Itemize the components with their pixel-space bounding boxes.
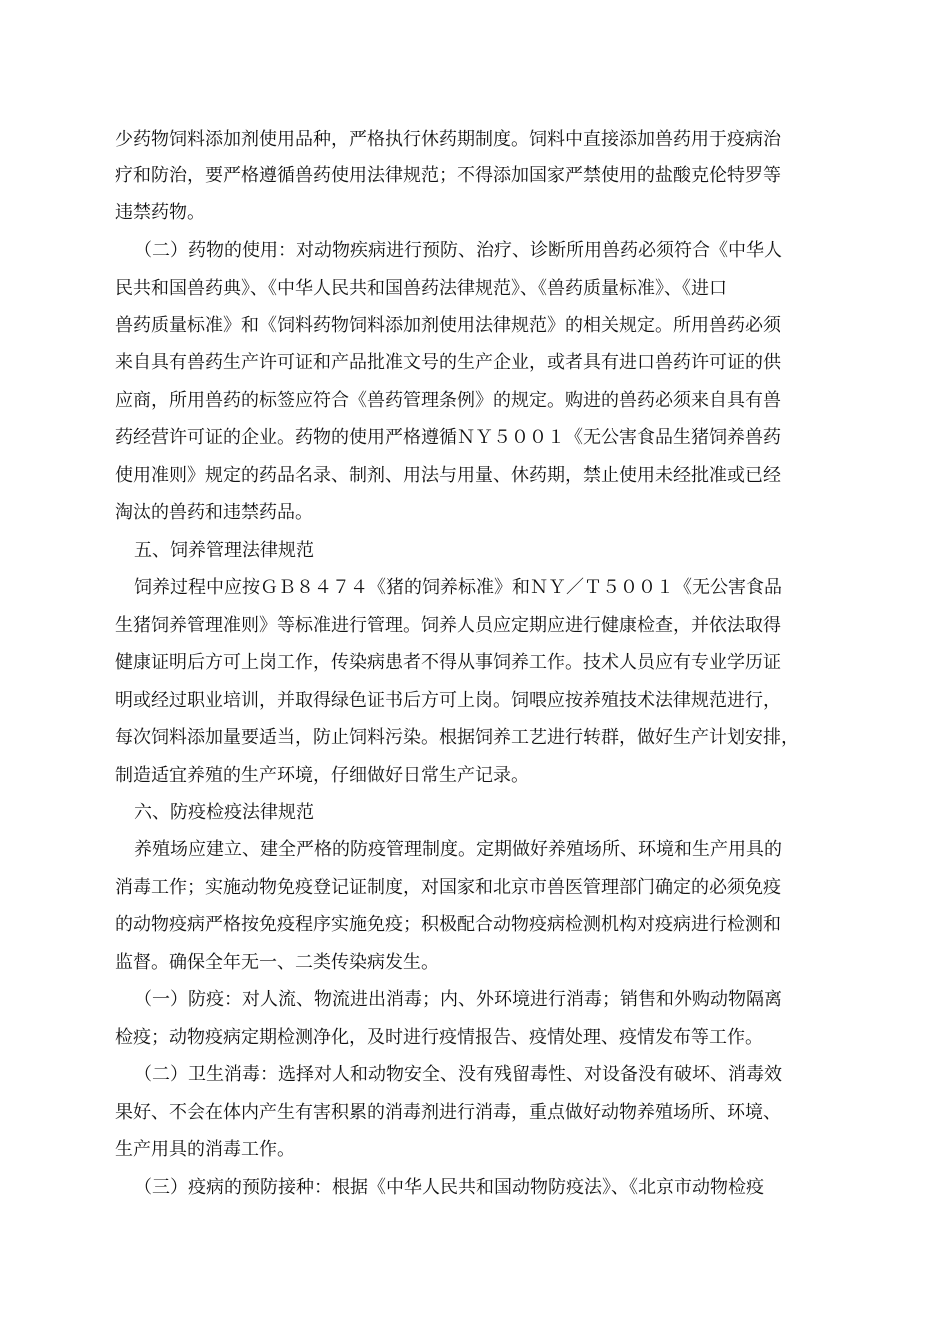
text-line: 监督。确保全年无一、二类传染病发生。 — [115, 952, 439, 973]
text-line: 消毒工作；实施动物免疫登记证制度，对国家和北京市兽医管理部门确定的必须免疫 — [115, 877, 781, 898]
text-line: 淘汰的兽药和违禁药品。 — [115, 502, 313, 523]
text-line: （三）疫病的预防接种：根据《中华人民共和国动物防疫法》、《北京市动物检疫 — [134, 1177, 764, 1198]
text-line: 果好、不会在体内产生有害积累的消毒剂进行消毒，重点做好动物养殖场所、环境、 — [115, 1102, 781, 1123]
text-line: 来自具有兽药生产许可证和产品批准文号的生产企业，或者具有进口兽药许可证的供 — [115, 352, 781, 373]
text-line: 的动物疫病严格按免疫程序实施免疫；积极配合动物疫病检测机构对疫病进行检测和 — [115, 914, 781, 935]
text-line: 应商，所用兽药的标签应符合《兽药管理条例》的规定。购进的兽药必须来自具有兽 — [115, 390, 781, 411]
text-line: 养殖场应建立、建全严格的防疫管理制度。定期做好养殖场所、环境和生产用具的 — [134, 839, 782, 860]
text-line: （二）药物的使用：对动物疾病进行预防、治疗、诊断所用兽药必须符合《中华人 — [134, 240, 782, 261]
text-line: 生猪饲养管理准则》等标准进行管理。饲养人员应定期应进行健康检查，并依法取得 — [115, 615, 781, 636]
text-line: 明或经过职业培训，并取得绿色证书后方可上岗。饲喂应按养殖技术法律规范进行， — [115, 690, 781, 711]
text-line: 检疫；动物疫病定期检测净化，及时进行疫情报告、疫情处理、疫情发布等工作。 — [115, 1027, 763, 1048]
text-line: 健康证明后方可上岗工作，传染病患者不得从事饲养工作。技术人员应有专业学历证 — [115, 652, 781, 673]
text-line: 民共和国兽药典》、《中华人民共和国兽药法律规范》、《兽药质量标准》、《进口 — [115, 278, 727, 299]
text-line: 制造适宜养殖的生产环境，仔细做好日常生产记录。 — [115, 765, 529, 786]
section-heading: 五、饲养管理法律规范 — [134, 540, 314, 561]
text-line: （一）防疫：对人流、物流进出消毒；内、外环境进行消毒；销售和外购动物隔离 — [134, 989, 782, 1010]
text-line: 少药物饲料添加剂使用品种，严格执行休药期制度。饲料中直接添加兽药用于疫病治 — [115, 129, 781, 150]
text-line: 药经营许可证的企业。药物的使用严格遵循ＮＹ５００１《无公害食品生猪饲养兽药 — [115, 427, 781, 448]
text-line: 疗和防治，要严格遵循兽药使用法律规范；不得添加国家严禁使用的盐酸克伦特罗等 — [115, 165, 781, 186]
text-line: 使用准则》规定的药品名录、制剂、用法与用量、休药期，禁止使用未经批准或已经 — [115, 465, 781, 486]
text-line: （二）卫生消毒：选择对人和动物安全、没有残留毒性、对设备没有破坏、消毒效 — [134, 1064, 782, 1085]
text-line: 每次饲料添加量要适当，防止饲料污染。根据饲养工艺进行转群，做好生产计划安排， — [115, 727, 799, 748]
text-line: 饲养过程中应按ＧＢ８４７４《猪的饲养标准》和ＮＹ／Ｔ５００１《无公害食品 — [134, 577, 782, 598]
text-line: 兽药质量标准》和《饲料药物饲料添加剂使用法律规范》的相关规定。所用兽药必须 — [115, 315, 781, 336]
text-line: 生产用具的消毒工作。 — [115, 1139, 295, 1160]
section-heading: 六、防疫检疫法律规范 — [134, 802, 314, 823]
text-line: 违禁药物。 — [115, 202, 205, 223]
